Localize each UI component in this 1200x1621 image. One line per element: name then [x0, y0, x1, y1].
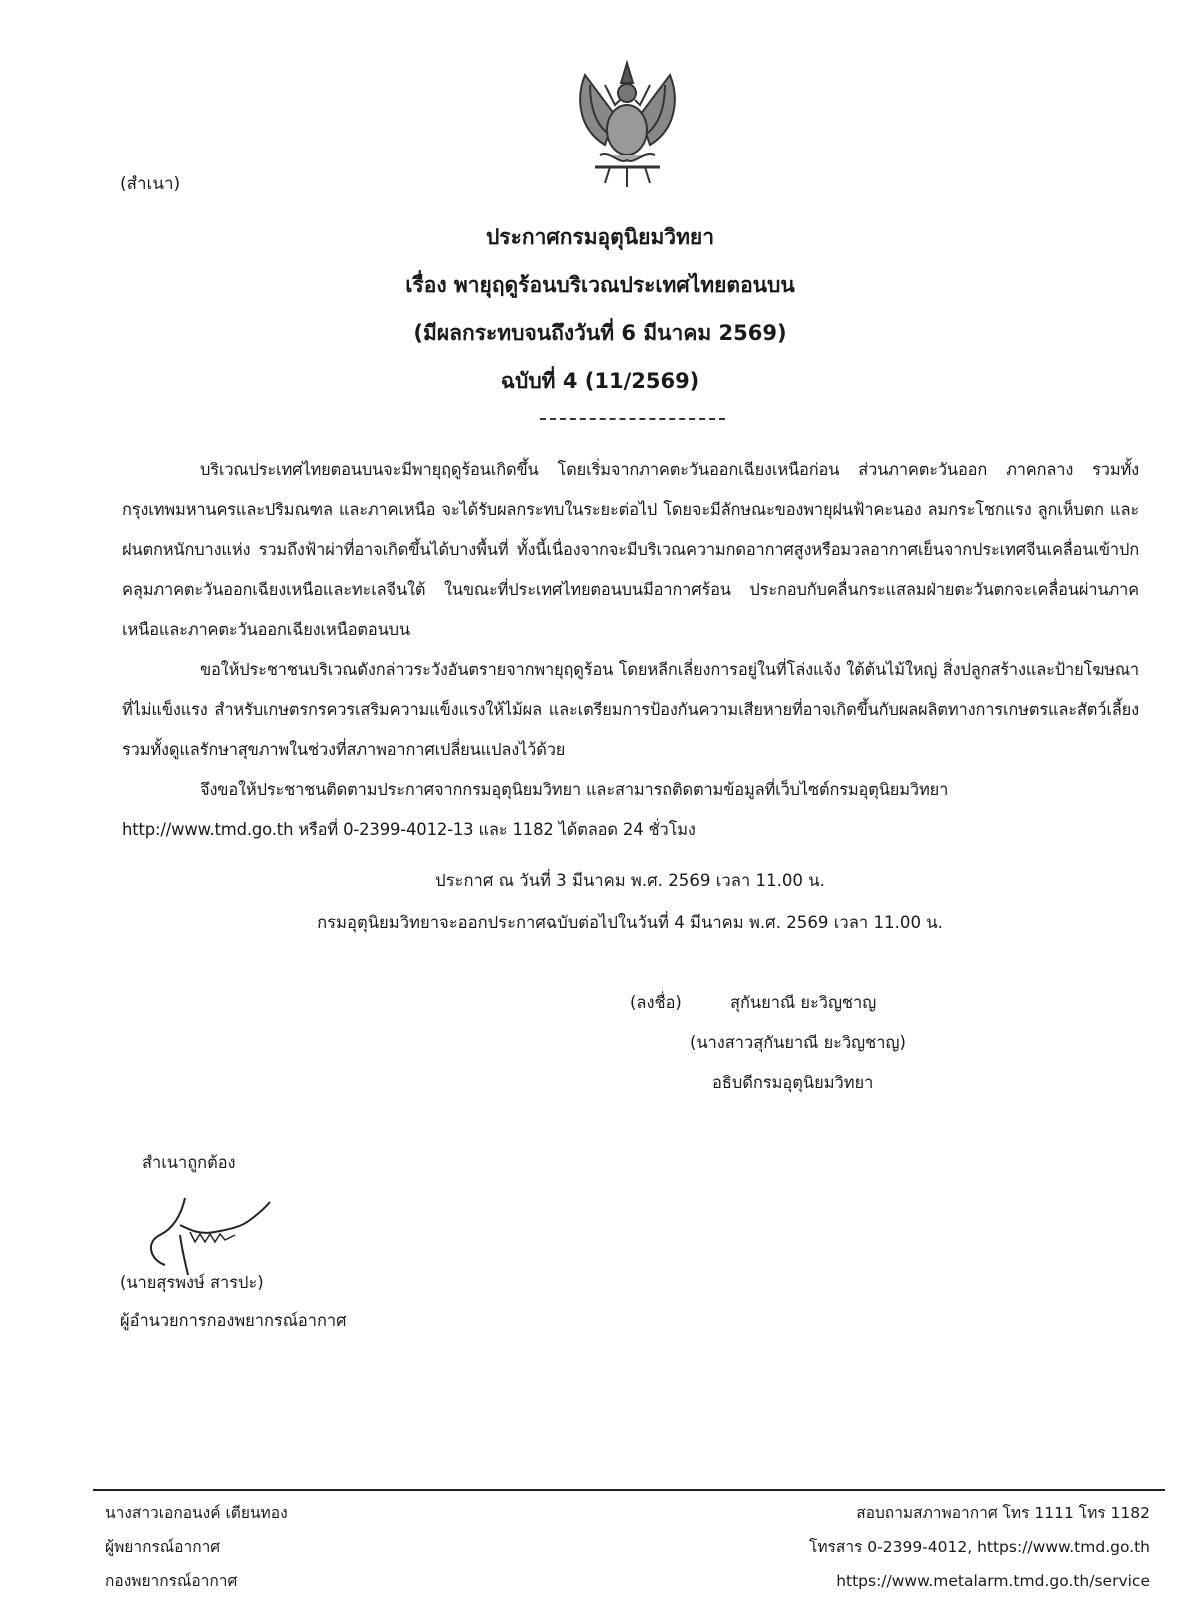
- announced-at: ประกาศ ณ วันที่ 3 มีนาคม พ.ศ. 2569 เวลา 11.00 น.: [435, 871, 825, 890]
- announcement-title: [0, 213, 1200, 405]
- metalarm-link[interactable]: https://www.metalarm.tmd.go.th/service: [836, 1572, 1150, 1590]
- issue-number: ฉบับที่ 4 (11/2569): [500, 369, 700, 393]
- paragraph-follow-up: จึงขอให้ประชาชนติดตามประกาศจากกรมอุตุนิยมวิทยา และสามารถติดตามข้อมูลที่เว็บไซต์กรมอุตุนิยมวิทยา: [200, 780, 949, 799]
- weather-hotline: สอบถามสภาพอากาศ โทร 1111 โทร 1182: [856, 1504, 1150, 1522]
- paragraph-advice: ขอให้ประชาชนบริเวณดังกล่าวระวังอันตรายจากพายุฤดูร้อน โดยหลีกเลี่ยงการอยู่ในที่โล่งแจ้ง ใต้ต้นไม้ใหญ่ สิ่งปลูกสร้างและป้ายโฆษณาที่ไม่แข็งแรง สำหรับเกษตรกรควรเสริมความแข็งแรงให้ไม้ผล และเตรียมการป้องกันความเสียหายที่อาจเกิดขึ้นกับผลผลิตทางการเกษตรและสัตว์เลี้ยง รวมทั้งดูแลรักษาสุขภาพในช่วงที่สภาพอากาศเปลี่ยนแปลงไว้ด้วย: [122, 660, 1139, 759]
- footer-forecaster: [105, 1496, 288, 1598]
- forecaster-position: ผู้พยากรณ์อากาศ: [105, 1538, 221, 1556]
- paragraph-situation: บริเวณประเทศไทยตอนบนจะมีพายุฤดูร้อนเกิดขึ้น โดยเริ่มจากภาคตะวันออกเฉียงเหนือก่อน ส่วนภาคตะวันออก ภาคกลาง รวมทั้งกรุงเทพมหานครและปริมณฑล และภาคเหนือ จะได้รับผลกระทบในระยะต่อไป โดยจะมีลักษณะของพายุฝนฟ้าคะนอง ลมกระโชกแรง ลูกเห็บตก และฝนตกหนักบางแห่ง รวมถึงฟ้าผ่าที่อาจเกิดขึ้นได้บางพื้นที่ ทั้งนี้เนื่องจากจะมีบริเวณความกดอากาศสูงหรือมวลอากาศเย็นจากประเทศจีนเคลื่อนเข้าปกคลุมภาคตะวันออกเฉียงเหนือและทะเลจีนใต้ ในขณะที่ประเทศไทยตอนบนมีอากาศร้อน ประกอบกับคลื่นกระแสลมฝ่ายตะวันตกจะเคลื่อนผ่านภาคเหนือและภาคตะวันออกเฉียงเหนือตอนบน: [122, 460, 1139, 639]
- fax-and-website[interactable]: โทรสาร 0-2399-4012, https://www.tmd.go.th: [809, 1538, 1150, 1556]
- footer-divider: [93, 1489, 1165, 1491]
- signed-label: (ลงชื่อ): [630, 993, 682, 1012]
- agency-title: ประกาศกรมอุตุนิยมวิทยา: [485, 225, 715, 249]
- footer-contact: [809, 1496, 1150, 1598]
- garuda-emblem-icon: [565, 55, 690, 195]
- title-separator: [540, 418, 725, 420]
- effect-period: (มีผลกระทบจนถึงวันที่ 6 มีนาคม 2569): [413, 321, 787, 345]
- signatory-position: อธิบดีกรมอุตุนิยมวิทยา: [712, 1073, 874, 1092]
- contact-text: หรือที่ 0-2399-4012-13 และ 1182 ได้ตลอด 24 ชั่วโมง: [293, 820, 696, 839]
- announcement-body: [122, 450, 1139, 850]
- certified-copy-label: สำเนาถูกต้อง: [142, 1153, 236, 1172]
- next-announcement: กรมอุตุนิยมวิทยาจะออกประกาศฉบับต่อไปในวันที่ 4 มีนาคม พ.ศ. 2569 เวลา 11.00 น.: [317, 913, 943, 932]
- subject-title: เรื่อง พายุฤดูร้อนบริเวณประเทศไทยตอนบน: [405, 273, 795, 297]
- forecaster-division: กองพยากรณ์อากาศ: [105, 1572, 238, 1590]
- contact-line: [122, 810, 1139, 850]
- forecaster-name: นางสาวเอกอนงค์ เตียนทอง: [105, 1504, 288, 1522]
- signed-name: สุกันยาณี ยะวิญชาญ: [730, 993, 877, 1012]
- signatory-full-name: (นางสาวสุกันยาณี ยะวิญชาญ): [690, 1033, 906, 1052]
- website-link[interactable]: http://www.tmd.go.th: [122, 820, 294, 839]
- copy-label: (สำเนา): [120, 174, 181, 194]
- certifier-position: ผู้อำนวยการกองพยากรณ์อากาศ: [120, 1311, 347, 1330]
- certifier-name: (นายสุรพงษ์ สารปะ): [120, 1273, 264, 1292]
- signature-icon: [140, 1190, 280, 1280]
